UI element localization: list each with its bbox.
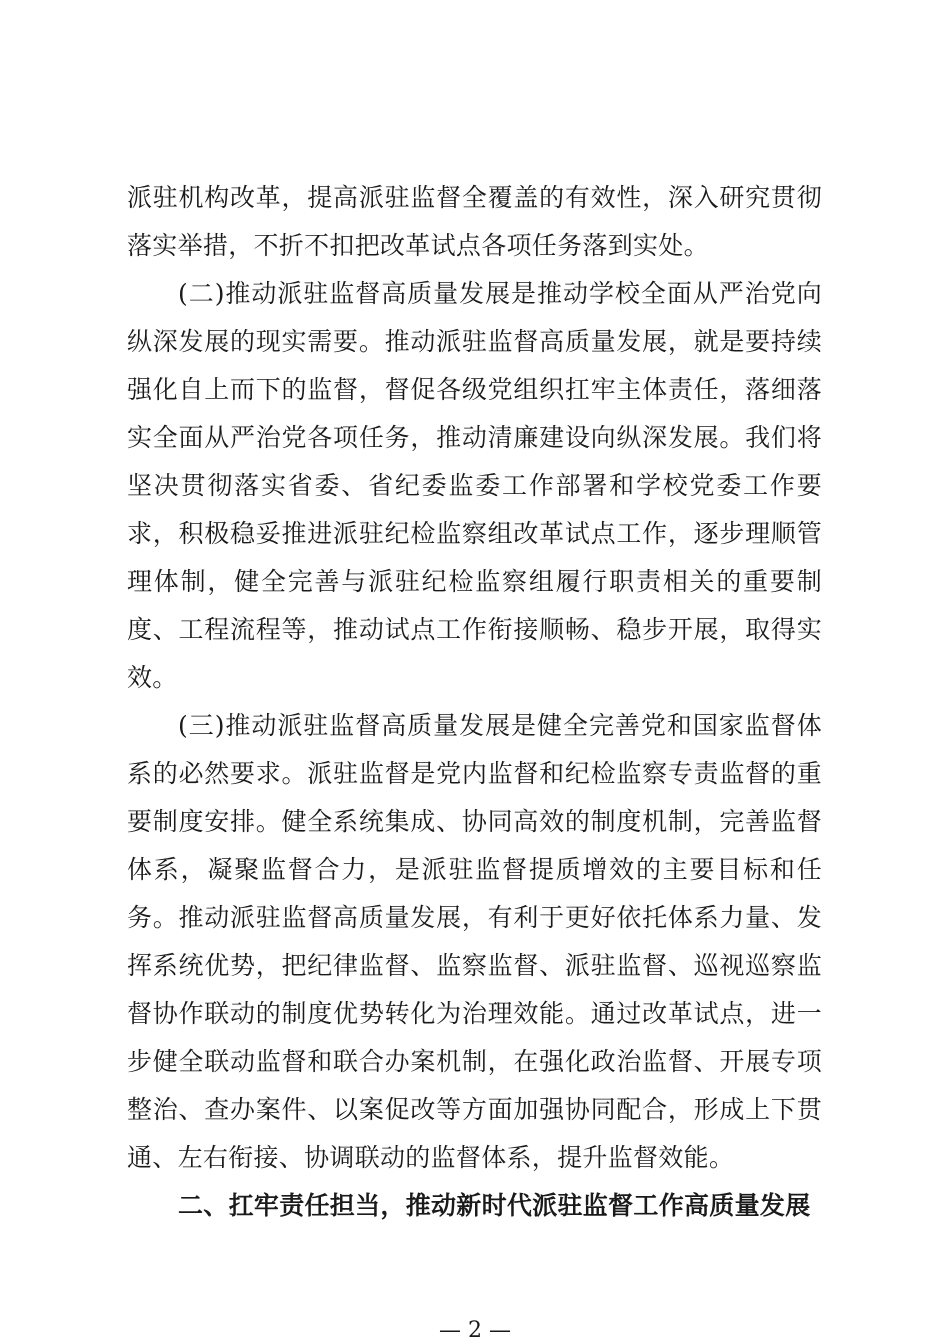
paragraph-section-3: (三)推动派驻监督高质量发展是健全完善党和国家监督体系的必然要求。派驻监督是党内监督和纪检监察专责监督的重要制度安排。健全系统集成、协同高效的制度机制，完善监督体系，凝聚监督合力，是派驻监督提质增效的主要目标和任务。推动派驻监督高质量发展，有利于更好依托体系力量、发挥系统优势，把纪律监督、监察监督、派驻监督、巡视巡察监督协作联动的制度优势转化为治理效能。通过改革试点，进一步健全联动监督和联合办案机制，在强化政治监督、开展专项整治、查办案件、以案促改等方面加强协同配合，形成上下贯通、左右衔接、协调联动的监督体系，提升监督效能。 [127,711,822,1172]
body-text [127,174,822,1230]
paragraph-section-2: (二)推动派驻监督高质量发展是推动学校全面从严治党向纵深发展的现实需要。推动派驻监督高质量发展，就是要持续强化自上而下的监督，督促各级党组织扛牢主体责任，落细落实全面从严治党各项任务，推动清廉建设向纵深发展。我们将坚决贯彻落实省委、省纪委监委工作部署和学校党委工作要求，积极稳妥推进派驻纪检监察组改革试点工作，逐步理顺管理体制，健全完善与派驻纪检监察组履行职责相关的重要制度、工程流程等，推动试点工作衔接顺畅、稳步开展，取得实效。 [127,279,822,692]
page-number: — 2 — [439,1318,511,1343]
section-heading: 二、扛牢责任担当，推动新时代派驻监督工作高质量发展 [178,1191,811,1220]
paragraph-continued: 派驻机构改革，提高派驻监督全覆盖的有效性，深入研究贯彻落实举措，不折不扣把改革试点各项任务落到实处。 [127,183,822,260]
